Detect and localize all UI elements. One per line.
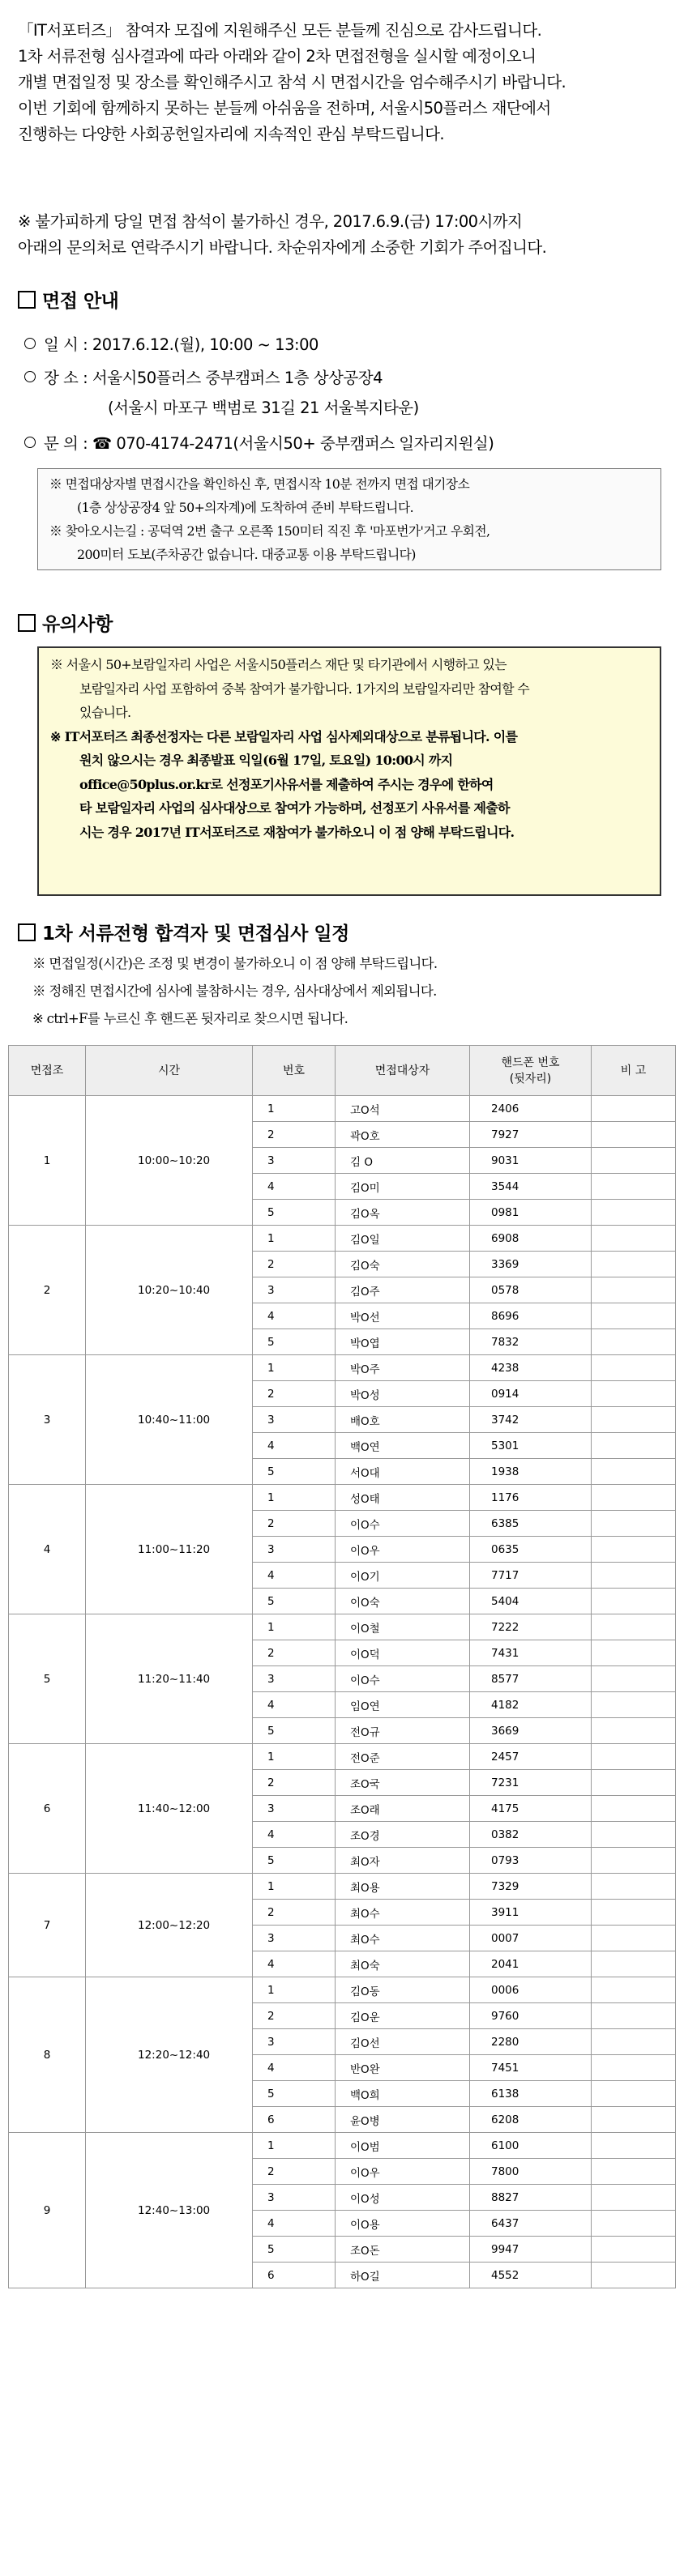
remarks-cell — [592, 2159, 676, 2185]
number-cell: 3 — [253, 1148, 336, 1174]
place-label: 장 소 : — [44, 369, 88, 387]
number-cell: 3 — [253, 2029, 336, 2055]
remarks-cell — [592, 2263, 676, 2288]
candidate-cell: 김O주 — [336, 1277, 470, 1303]
interview-note-line: 200미터 도보(주차공간 없습니다. 대중교통 이용 부탁드립니다) — [77, 547, 416, 562]
number-cell: 5 — [253, 2081, 336, 2107]
intro-line: 「IT서포터즈」 참여자 모집에 지원해주신 모든 분들께 진심으로 감사드립니다. — [18, 21, 542, 40]
candidate-cell: 이O우 — [336, 1537, 470, 1563]
table-row — [9, 2133, 676, 2159]
phone-cell: 7451 — [470, 2055, 592, 2081]
candidate-cell: 이O우 — [336, 2159, 470, 2185]
remarks-cell — [592, 2003, 676, 2029]
remarks-cell — [592, 2185, 676, 2211]
phone-cell: 0981 — [470, 1200, 592, 1226]
candidate-cell: 고O석 — [336, 1096, 470, 1122]
number-cell: 5 — [253, 1718, 336, 1744]
candidate-cell: 하O길 — [336, 2263, 470, 2288]
group-cell: 1 — [9, 1096, 86, 1226]
header-number: 번호 — [253, 1046, 336, 1096]
checkbox-square-icon — [18, 614, 36, 632]
caution-line: 있습니다. — [79, 705, 131, 720]
phone-cell: 9031 — [470, 1148, 592, 1174]
time-cell: 11:40~12:00 — [86, 1744, 253, 1874]
candidate-cell: 곽O호 — [336, 1122, 470, 1148]
phone-cell: 4238 — [470, 1355, 592, 1381]
number-cell: 2 — [253, 2159, 336, 2185]
header-group: 면접조 — [9, 1046, 86, 1096]
candidate-cell: 김O미 — [336, 1174, 470, 1200]
phone-cell: 7329 — [470, 1874, 592, 1900]
number-cell: 3 — [253, 1796, 336, 1822]
candidate-cell: 최O수 — [336, 1900, 470, 1926]
phone-cell: 3911 — [470, 1900, 592, 1926]
remarks-cell — [592, 1770, 676, 1796]
number-cell: 4 — [253, 2055, 336, 2081]
header-candidate: 면접대상자 — [336, 1046, 470, 1096]
candidate-cell: 김O숙 — [336, 1252, 470, 1277]
caution-line: ※ 서울시 50+보람일자리 사업은 서울시50플러스 재단 및 타기관에서 시행하고 있는 — [50, 657, 507, 672]
group-cell: 9 — [9, 2133, 86, 2288]
phone-cell: 9760 — [470, 2003, 592, 2029]
number-cell: 5 — [253, 1329, 336, 1355]
candidate-cell: 최O수 — [336, 1926, 470, 1951]
number-cell: 4 — [253, 1692, 336, 1718]
number-cell: 1 — [253, 1226, 336, 1252]
candidate-cell: 이O숙 — [336, 1589, 470, 1614]
remarks-cell — [592, 1381, 676, 1407]
number-cell: 6 — [253, 2263, 336, 2288]
number-cell: 2 — [253, 1640, 336, 1666]
candidate-cell: 최O자 — [336, 1848, 470, 1874]
caution-line: 시는 경우 2017년 IT서포터즈로 재참여가 불가하오니 이 점 양해 부탁드립니다. — [79, 824, 515, 840]
number-cell: 4 — [253, 2211, 336, 2237]
remarks-cell — [592, 2211, 676, 2237]
remarks-cell — [592, 1459, 676, 1485]
table-row — [9, 1355, 676, 1381]
date-label: 일 시 : — [44, 335, 88, 354]
candidate-cell: 최O숙 — [336, 1951, 470, 1977]
notice-line: ※ 불가피하게 당일 면접 참석이 불가하신 경우, 2017.6.9.(금) 17:00시까지 — [18, 212, 523, 231]
phone-cell: 6385 — [470, 1511, 592, 1537]
number-cell: 3 — [253, 1537, 336, 1563]
interview-note-line: ※ 면접대상자별 면접시간을 확인하신 후, 면접시작 10분 전까지 면접 대기장소 — [49, 476, 470, 492]
phone-cell: 9947 — [470, 2237, 592, 2263]
number-cell: 5 — [253, 1589, 336, 1614]
group-cell: 4 — [9, 1485, 86, 1614]
remarks-cell — [592, 2107, 676, 2133]
remarks-cell — [592, 1252, 676, 1277]
phone-cell: 8827 — [470, 2185, 592, 2211]
intro-paragraph — [18, 18, 666, 147]
remarks-cell — [592, 1485, 676, 1511]
remarks-cell — [592, 1355, 676, 1381]
candidate-cell: 김O동 — [336, 1977, 470, 2003]
selection-heading — [18, 919, 349, 945]
number-cell: 3 — [253, 1277, 336, 1303]
remarks-cell — [592, 1096, 676, 1122]
number-cell: 2 — [253, 1770, 336, 1796]
number-cell: 1 — [253, 1485, 336, 1511]
table-row — [9, 1874, 676, 1900]
number-cell: 2 — [253, 1381, 336, 1407]
remarks-cell — [592, 1511, 676, 1537]
number-cell: 4 — [253, 1174, 336, 1200]
table-row — [9, 1614, 676, 1640]
remarks-cell — [592, 1537, 676, 1563]
header-phone — [470, 1046, 592, 1096]
remarks-cell — [592, 1226, 676, 1252]
caution-line: ※ IT서포터즈 최종선정자는 다른 보람일자리 사업 심사제외대상으로 분류됩니다. 이를 — [50, 728, 518, 744]
candidate-cell: 조O돈 — [336, 2237, 470, 2263]
table-header-row — [9, 1046, 676, 1096]
candidate-cell: 이O수 — [336, 1511, 470, 1537]
remarks-cell — [592, 1303, 676, 1329]
group-cell: 3 — [9, 1355, 86, 1485]
number-cell: 1 — [253, 1744, 336, 1770]
interview-heading — [18, 286, 118, 313]
candidate-cell: 이O철 — [336, 1614, 470, 1640]
remarks-cell — [592, 2133, 676, 2159]
table-row — [9, 1485, 676, 1511]
candidate-cell: 백O연 — [336, 1433, 470, 1459]
number-cell: 2 — [253, 1900, 336, 1926]
number-cell: 6 — [253, 2107, 336, 2133]
time-cell: 11:20~11:40 — [86, 1614, 253, 1744]
remarks-cell — [592, 1951, 676, 1977]
number-cell: 4 — [253, 1433, 336, 1459]
selection-notes — [32, 950, 665, 1033]
number-cell: 2 — [253, 1511, 336, 1537]
bullet-circle-icon — [24, 371, 36, 382]
number-cell: 4 — [253, 1822, 336, 1848]
phone-cell: 1176 — [470, 1485, 592, 1511]
phone-cell: 3742 — [470, 1407, 592, 1433]
remarks-cell — [592, 2081, 676, 2107]
candidate-cell: 이O덕 — [336, 1640, 470, 1666]
attendance-notice — [18, 209, 666, 261]
time-cell: 12:20~12:40 — [86, 1977, 253, 2133]
phone-cell: 6908 — [470, 1226, 592, 1252]
candidate-cell: 조O래 — [336, 1796, 470, 1822]
caution-email-line: office@50plus.or.kr로 선정포기사유서를 제출하여 주시는 경우에 한하여 — [79, 776, 494, 792]
number-cell: 5 — [253, 2237, 336, 2263]
phone-cell: 8577 — [470, 1666, 592, 1692]
phone-cell: 7832 — [470, 1329, 592, 1355]
selection-note-line: ※ 면접일정(시간)은 조정 및 변경이 불가하오니 이 점 양해 부탁드립니다. — [32, 956, 438, 971]
remarks-cell — [592, 1718, 676, 1744]
phone-cell: 4175 — [470, 1796, 592, 1822]
phone-cell: 7717 — [470, 1563, 592, 1589]
caution-line: 보람일자리 사업 포함하여 중복 참여가 불가합니다. 1가지의 보람일자리만 참여할 수 — [79, 680, 530, 697]
phone-cell: 6100 — [470, 2133, 592, 2159]
remarks-cell — [592, 1796, 676, 1822]
intro-line: 개별 면접일정 및 장소를 확인해주시고 참석 시 면접시간을 엄수해주시기 바랍니다. — [18, 73, 566, 92]
interview-schedule-table — [8, 1045, 676, 2288]
bullet-circle-icon — [24, 338, 36, 349]
candidate-cell: 전O규 — [336, 1718, 470, 1744]
phone-cell: 6138 — [470, 2081, 592, 2107]
selection-heading-text: 1차 서류전형 합격자 및 면접심사 일정 — [42, 923, 349, 945]
phone-cell: 5301 — [470, 1433, 592, 1459]
header-phone-line: 핸드폰 번호 — [501, 1056, 560, 1069]
checkbox-square-icon — [18, 923, 36, 941]
phone-cell: 7431 — [470, 1640, 592, 1666]
number-cell: 4 — [253, 1303, 336, 1329]
phone-cell: 1938 — [470, 1459, 592, 1485]
interview-address: (서울시 마포구 백범로 31길 21 서울복지타운) — [108, 399, 419, 417]
number-cell: 1 — [253, 1874, 336, 1900]
phone-cell: 7222 — [470, 1614, 592, 1640]
remarks-cell — [592, 1822, 676, 1848]
phone-cell: 0007 — [470, 1926, 592, 1951]
number-cell: 5 — [253, 1200, 336, 1226]
candidate-cell: 박O엽 — [336, 1329, 470, 1355]
phone-cell: 2041 — [470, 1951, 592, 1977]
remarks-cell — [592, 1174, 676, 1200]
phone-cell: 6437 — [470, 2211, 592, 2237]
intro-line: 이번 기회에 함께하지 못하는 분들께 아쉬움을 전하며, 서울시50플러스 재단에서 — [18, 99, 551, 117]
candidate-cell: 김O일 — [336, 1226, 470, 1252]
phone-cell: 0382 — [470, 1822, 592, 1848]
group-cell: 8 — [9, 1977, 86, 2133]
remarks-cell — [592, 1200, 676, 1226]
number-cell: 1 — [253, 1355, 336, 1381]
time-cell: 12:40~13:00 — [86, 2133, 253, 2288]
phone-cell: 0793 — [470, 1848, 592, 1874]
candidate-cell: 박O주 — [336, 1355, 470, 1381]
candidate-cell: 서O대 — [336, 1459, 470, 1485]
number-cell: 2 — [253, 1122, 336, 1148]
phone-cell: 7231 — [470, 1770, 592, 1796]
phone-cell: 8696 — [470, 1303, 592, 1329]
time-cell: 10:20~10:40 — [86, 1226, 253, 1355]
contact-label: 문 의 : — [44, 434, 88, 453]
remarks-cell — [592, 1563, 676, 1589]
table-row — [9, 1096, 676, 1122]
contact-value: ☎ 070-4174-2471(서울시50+ 중부캠퍼스 일자리지원실) — [92, 434, 494, 453]
cautions-heading — [18, 609, 113, 636]
number-cell: 3 — [253, 1666, 336, 1692]
time-cell: 10:40~11:00 — [86, 1355, 253, 1485]
group-cell: 7 — [9, 1874, 86, 1977]
remarks-cell — [592, 1926, 676, 1951]
checkbox-square-icon — [18, 291, 36, 309]
candidate-cell: 조O국 — [336, 1770, 470, 1796]
remarks-cell — [592, 1848, 676, 1874]
caution-line: 원치 않으시는 경우 최종발표 익일(6월 17일, 토요일) 10:00시 까지 — [79, 753, 453, 768]
remarks-cell — [592, 1744, 676, 1770]
time-cell: 11:00~11:20 — [86, 1485, 253, 1614]
interview-date — [24, 332, 318, 355]
candidate-cell: 배O호 — [336, 1407, 470, 1433]
remarks-cell — [592, 1614, 676, 1640]
remarks-cell — [592, 2055, 676, 2081]
number-cell: 1 — [253, 1977, 336, 2003]
phone-cell: 2280 — [470, 2029, 592, 2055]
interview-place — [24, 365, 383, 388]
phone-cell: 2457 — [470, 1744, 592, 1770]
remarks-cell — [592, 1977, 676, 2003]
interview-note-line: ※ 찾아오시는길 : 공덕역 2번 출구 오른쪽 150미터 직진 후 '마포번가'거고 우회전, — [49, 523, 490, 539]
number-cell: 1 — [253, 2133, 336, 2159]
phone-cell: 5404 — [470, 1589, 592, 1614]
candidate-cell: 이O수 — [336, 1666, 470, 1692]
candidate-cell: 최O용 — [336, 1874, 470, 1900]
phone-cell: 0006 — [470, 1977, 592, 2003]
remarks-cell — [592, 1900, 676, 1926]
selection-note-line: ※ 정해진 면접시간에 심사에 불참하시는 경우, 심사대상에서 제외됩니다. — [32, 983, 437, 999]
remarks-cell — [592, 1589, 676, 1614]
remarks-cell — [592, 1277, 676, 1303]
table-row — [9, 1977, 676, 2003]
remarks-cell — [592, 2237, 676, 2263]
caution-line: 타 보람일자리 사업의 심사대상으로 참여가 가능하며, 선정포기 사유서를 제출하 — [79, 800, 510, 816]
number-cell: 3 — [253, 1926, 336, 1951]
date-value: 2017.6.12.(월), 10:00 ~ 13:00 — [92, 335, 318, 354]
candidate-cell: 이O용 — [336, 2211, 470, 2237]
phone-cell: 6208 — [470, 2107, 592, 2133]
phone-cell: 3669 — [470, 1718, 592, 1744]
candidate-cell: 박O성 — [336, 1381, 470, 1407]
phone-cell: 4182 — [470, 1692, 592, 1718]
phone-cell: 7800 — [470, 2159, 592, 2185]
interview-note-line: (1층 상상공장4 앞 50+의자계)에 도착하여 준비 부탁드립니다. — [77, 500, 414, 515]
candidate-cell: 김O운 — [336, 2003, 470, 2029]
candidate-cell: 임O연 — [336, 1692, 470, 1718]
interview-heading-text: 면접 안내 — [42, 291, 119, 312]
number-cell: 5 — [253, 1848, 336, 1874]
number-cell: 2 — [253, 2003, 336, 2029]
candidate-cell: 김O선 — [336, 2029, 470, 2055]
header-phone-line: (뒷자리) — [509, 1072, 552, 1085]
bullet-circle-icon — [24, 437, 36, 448]
group-cell: 6 — [9, 1744, 86, 1874]
phone-cell: 7927 — [470, 1122, 592, 1148]
header-remarks: 비 고 — [592, 1046, 676, 1096]
number-cell: 2 — [253, 1252, 336, 1277]
number-cell: 1 — [253, 1614, 336, 1640]
remarks-cell — [592, 1666, 676, 1692]
group-cell: 5 — [9, 1614, 86, 1744]
remarks-cell — [592, 1148, 676, 1174]
remarks-cell — [592, 2029, 676, 2055]
phone-cell: 3369 — [470, 1252, 592, 1277]
cautions-box — [37, 646, 661, 896]
candidate-cell: 반O완 — [336, 2055, 470, 2081]
number-cell: 3 — [253, 1407, 336, 1433]
header-time: 시간 — [86, 1046, 253, 1096]
remarks-cell — [592, 1640, 676, 1666]
phone-cell: 3544 — [470, 1174, 592, 1200]
remarks-cell — [592, 1874, 676, 1900]
phone-cell: 0635 — [470, 1537, 592, 1563]
number-cell: 1 — [253, 1096, 336, 1122]
cautions-heading-text: 유의사항 — [42, 614, 113, 635]
candidate-cell: 김O옥 — [336, 1200, 470, 1226]
candidate-cell: 박O선 — [336, 1303, 470, 1329]
candidate-cell: 이O성 — [336, 2185, 470, 2211]
phone-cell: 2406 — [470, 1096, 592, 1122]
candidate-cell: 이O기 — [336, 1563, 470, 1589]
candidate-cell: 성O태 — [336, 1485, 470, 1511]
table-row — [9, 1744, 676, 1770]
remarks-cell — [592, 1122, 676, 1148]
remarks-cell — [592, 1407, 676, 1433]
candidate-cell: 이O범 — [336, 2133, 470, 2159]
group-cell: 2 — [9, 1226, 86, 1355]
table-row — [9, 1226, 676, 1252]
number-cell: 4 — [253, 1563, 336, 1589]
time-cell: 12:00~12:20 — [86, 1874, 253, 1977]
candidate-cell: 전O준 — [336, 1744, 470, 1770]
number-cell: 3 — [253, 2185, 336, 2211]
notice-line: 아래의 문의처로 연락주시기 바랍니다. 차순위자에게 소중한 기회가 주어집니다. — [18, 238, 547, 257]
phone-cell: 0578 — [470, 1277, 592, 1303]
remarks-cell — [592, 1329, 676, 1355]
intro-line: 1차 서류전형 심사결과에 따라 아래와 같이 2차 면접전형을 실시할 예정이오니 — [18, 47, 537, 66]
place-value: 서울시50플러스 중부캠퍼스 1층 상상공장4 — [92, 369, 383, 387]
remarks-cell — [592, 1433, 676, 1459]
candidate-cell: 윤O병 — [336, 2107, 470, 2133]
number-cell: 4 — [253, 1951, 336, 1977]
interview-notes-box — [37, 468, 661, 570]
remarks-cell — [592, 1692, 676, 1718]
candidate-cell: 김 O — [336, 1148, 470, 1174]
interview-contact — [24, 431, 494, 454]
phone-cell: 0914 — [470, 1381, 592, 1407]
number-cell: 5 — [253, 1459, 336, 1485]
phone-cell: 4552 — [470, 2263, 592, 2288]
candidate-cell: 백O희 — [336, 2081, 470, 2107]
selection-note-line: ※ ctrl+F를 누르신 후 핸드폰 뒷자리로 찾으시면 됩니다. — [32, 1011, 348, 1026]
candidate-cell: 조O경 — [336, 1822, 470, 1848]
intro-line: 진행하는 다양한 사회공헌일자리에 지속적인 관심 부탁드립니다. — [18, 125, 444, 143]
time-cell: 10:00~10:20 — [86, 1096, 253, 1226]
